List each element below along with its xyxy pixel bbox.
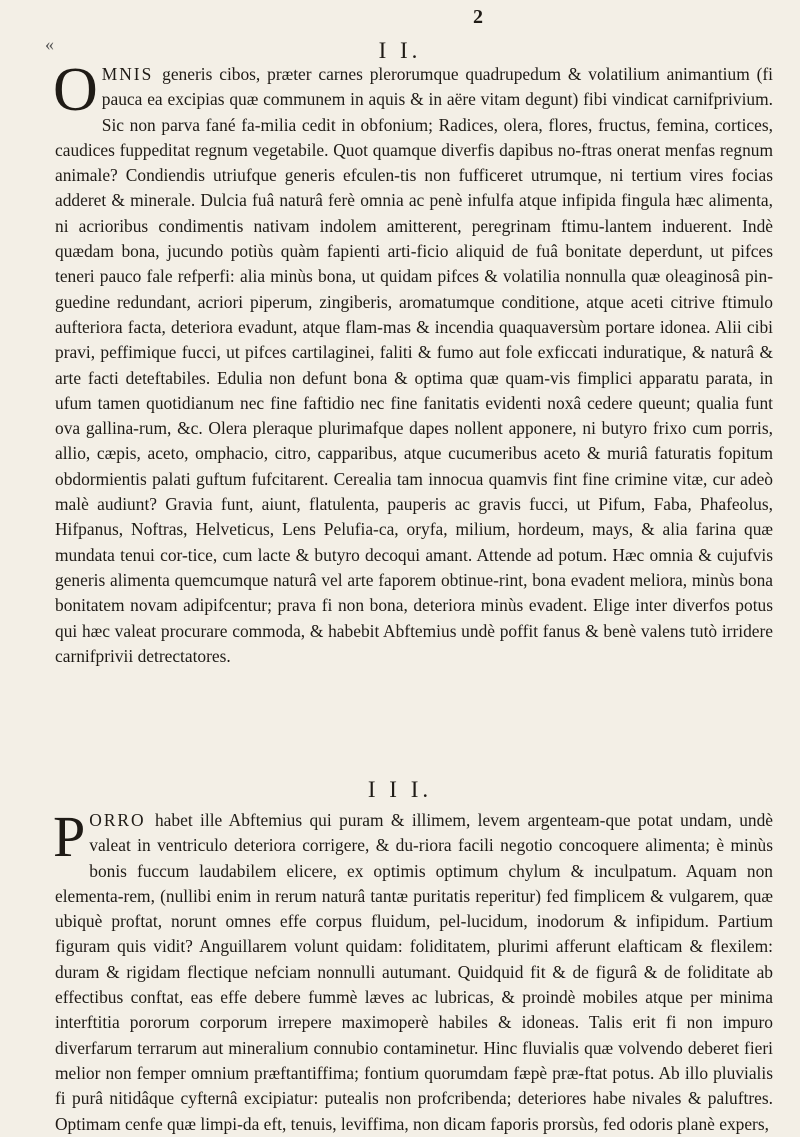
- section-iii-paragraph: [53, 804, 774, 1137]
- section-heading-iii: I I I.: [367, 777, 433, 802]
- drop-cap-o: O: [53, 56, 98, 124]
- section-ii-body: generis cibos, præter carnes plerorumque quadrupedum & volatilium animantium (fi pauca ea excipias quæ communem in aquis & in aëre vitam degunt) fibi vindicat carnifprivium. Sic non parva fané fa-milia cedit in obfonium; Radices, olera, flores, fructus, femina, cortices, caudices fuppeditat regnum vegetabile. Quot quamque diverfis dapibus no-ftras onerat menfas regnum animale? Condiendis utriufque generis efculen-tis non fufficeret utrumque, ni tertium vires focias adderet & minerale. Dulcia fuâ naturâ ferè omnia ac penè infulfa atque infipida fingula hæc alimenta, ni acrioribus condimentis nativam indolem amitterent, peregrinam ftimu-lantem induerent. Indè quædam bona, jucundo potiùs quàm fapienti arti-ficio aliquid de fuâ bonitate deperdunt, ut pifces teneri pauco fale refperfi: alia minùs bona, ut quidam pifces & volatilia nonnulla quæ oleaginosâ pin-guedine redundant, acriori piperum, zingiberis, aromatumque conditione, atque aceti citrive ftimulo aufteriora facta, deteriora evadunt, atque flam-mas & incendia quaquaversùm portare idonea. Alii cibi pravi, peffimique fucci, ut pifces cartilaginei, faliti & fumo aut fole exficcati induratique, & naturâ & arte facti deteftabiles. Edulia non defunt bona & optima quæ quam-vis fimplici apparatu parata, in ufum tamen quotidianum nec fine faftidio nec fine fanitatis evidenti noxâ cedere queunt; qualia funt ova gallina-rum, &c. Olera pleraque plurimafque dapes nollent apponere, ni butyro frixo cum porris, allio, cæpis, aceto, omphacio, citro, capparibus, atque cucumeribus aceto & muriâ faturatis fopitum obdormientis palati guftum fufcitarent. Cerealia tam innocua quamvis fint fine crimine vitæ, cur adeò malè audiunt? Gravia funt, aiunt, flatulenta, pauperis ac gravis fucci, ut Pifum, Faba, Phafeolus, Hifpanus, Noftras, Helveticus, Lens Pelufia-ca, oryfa, milium, hordeum, mays, & alia farina quæ mundata tenui cor-tice, cum lacte & butyro decoqui amant. Attende ad potum. Hæc omnia & cujufvis generis alimenta quemcumque naturâ vel arte faporem obtinue-rint, bona evadent meliora, minùs bona bonitatem novam adipifcentur; prava fi non bona, deteriora minùs evadent. Elige inter diverfos potus qui hæc valeat procurare commoda, & habebit Abftemius undè poffit fanus & benè valens tutò irridere carnifprivii detrectatores.: [55, 64, 773, 666]
- corner-mark: «: [45, 34, 54, 54]
- drop-cap-p: P: [53, 804, 86, 869]
- section-heading-ii: I I.: [378, 38, 422, 63]
- lead-word: ORRO: [89, 810, 155, 830]
- signature-mark: 2: [473, 6, 484, 28]
- section-iii-body: habet ille Abftemius qui puram & illimem, levem argenteam-que potat undam, undè valeat in ventriculo deteriora corrigere, & du-riora facili negotio concoquere alimenta; è minùs bonis fuccum laudabilem elicere, ex optimis optimum chylum & inculpatum. Aquam non elementa-rem, (nullibi enim in rerum naturâ tantæ puritatis reperitur) fed fimplicem & vulgarem, quæ ubiquè proftat, norunt omnes effe corpus fluidum, pel-lucidum, inodorum & infipidum. Partium figuram quis vidit? Anguillarem volunt quidam: foliditatem, plurimi afferunt elafticam & flexilem: duram & rigidam flectique nefciam nonnulli autumant. Quidquid fit & de figurâ & de foliditate ab effectibus conftat, eas effe debere fummè læves ac lubricas, & proindè mobiles atque per minima interftitia pororum corporum irrepere maximoperè habiles & idoneas. Talis erit fi non impuro diverfarum terrarum aut mineralium connubio contaminetur. Hinc fluvialis quæ volvendo deberet fieri melior non femper omnium præftantiffima; fontium quorumdam fæpè præ-ftat potus. Ab illo pluvialis fi purâ nitidâque cyfternâ excipiatur: putealis non profcribenda; deteriores habe nivales & paluftres. Optimam cenfe quæ limpi-da eft, tenuis, leviffima, non dicam faporis prorsùs, fed odoris planè expers,: [55, 810, 774, 1134]
- section-ii-paragraph: [53, 56, 773, 669]
- lead-word: MNIS: [101, 64, 163, 84]
